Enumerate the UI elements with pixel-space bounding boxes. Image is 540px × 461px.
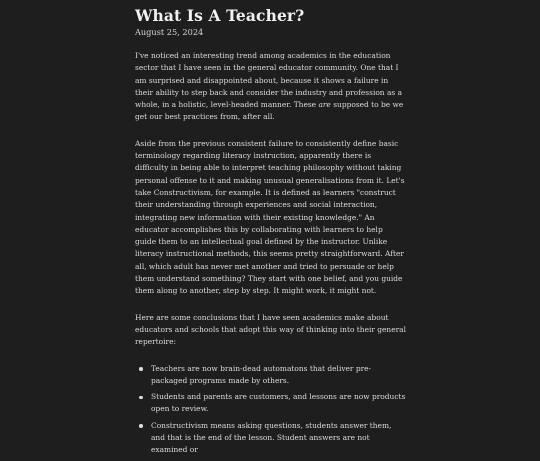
paragraph-constructivism: Aside from the previous consistent failure to consistently define basic terminology regarding literacy instruction, apparently there is difficulty in being able to interpret teaching philosophy without taking personal offense to it and making unusual generalisations from it. Let's take Constructivism, for example. It is defined as learners "construct their understanding through experiences and social interaction, integrating new information with their existing knowledge." An educator accomplishes this by collaborating with learners to help guide them to an intellectual goal defined by the instructor. Unlike literacy instructional methods, this seems pretty straightforward. After all, which adult has never met another and tried to persuade or help them understand something? They start with one belief, and you guide them along to another, step by step. It might work, it might not.	[135, 138, 405, 296]
blog-article	[135, 6, 406, 461]
list-item-text: Constructivism means asking questions, students answer them, and that is the end of the lesson. Student answers are not examined or	[151, 420, 392, 455]
paragraph-intro-text-end: supposed to be we get our best practices from, after all.	[135, 100, 404, 122]
list-item-text: Teachers are now brain-dead automatons that deliver pre-packaged programs made by others.	[151, 363, 372, 385]
bullet-icon	[139, 367, 143, 371]
conclusions-list	[135, 363, 406, 457]
article-date: August 25, 2024	[135, 27, 204, 37]
list-item-text: Students and parents are customers, and lessons are now products open to review.	[151, 392, 406, 414]
paragraph-intro	[135, 50, 406, 124]
list-item	[151, 391, 406, 416]
paragraph-conclusions-intro: Here are some conclusions that I have seen academics make about educators and schools that adopt this way of thinking into their general repertoire:	[135, 312, 406, 347]
bullet-icon	[139, 424, 143, 428]
list-item	[151, 420, 406, 457]
list-item	[151, 363, 406, 388]
paragraph-intro-emphasis: are	[318, 100, 331, 110]
paragraph-intro-text-start: I've noticed an interesting trend among academics in the education sector that I have seen in the general educator community. One that I am surprised and disappointed about, because it shows a failure in their ability to step back and consider the industry and profession as a whole, in a holistic, level-headed manner. These	[135, 51, 403, 110]
bullet-icon	[139, 396, 143, 400]
article-title: What Is A Teacher?	[135, 6, 305, 25]
